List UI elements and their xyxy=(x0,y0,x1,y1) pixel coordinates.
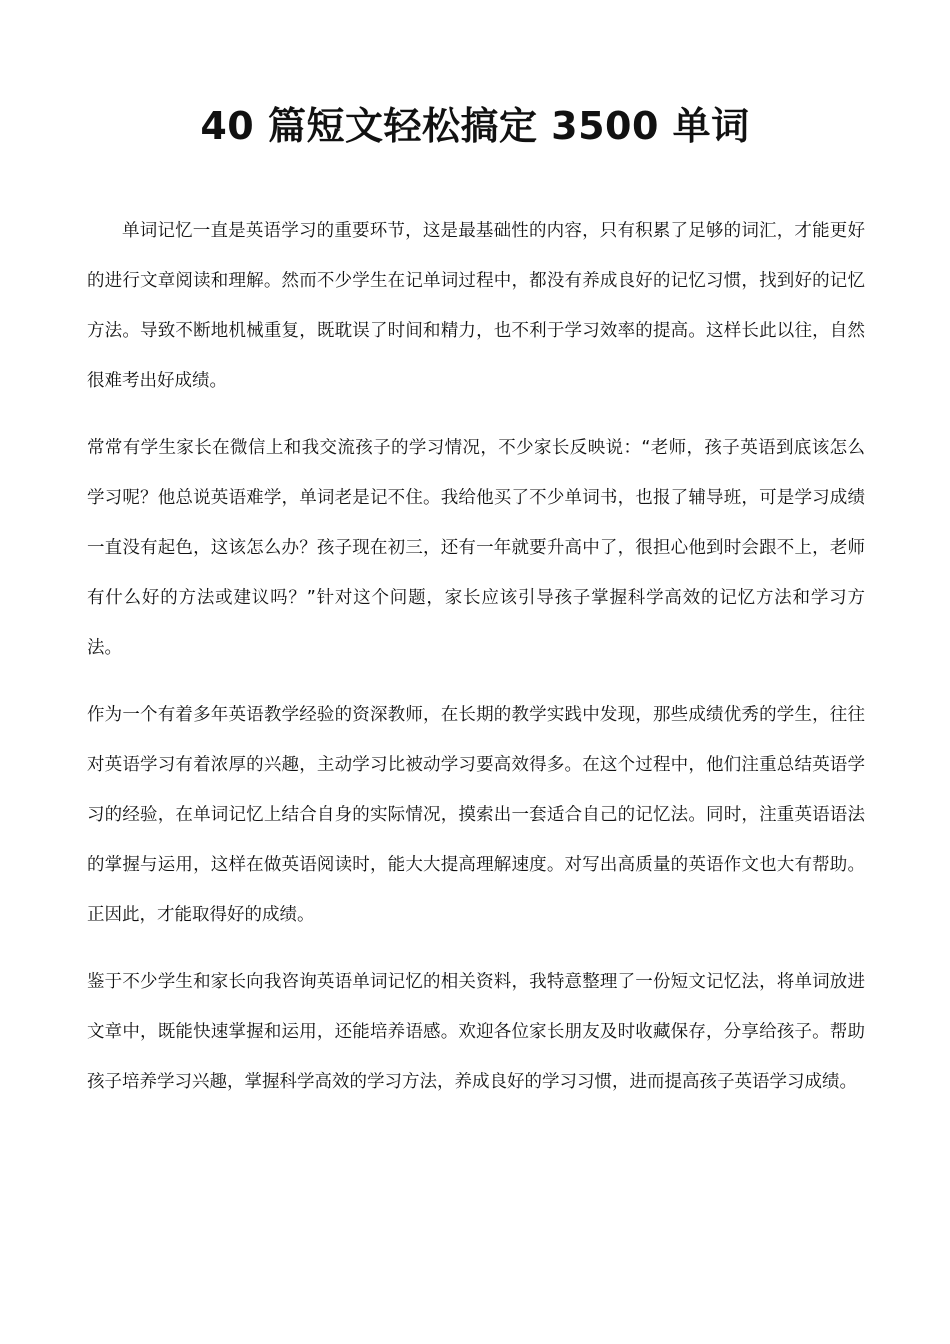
document-title: 40 篇短文轻松搞定 3500 单词 xyxy=(200,104,750,148)
paragraph-parent-feedback: 常常有学生家长在微信上和我交流孩子的学习情况，不少家长反映说：“老师，孩子英语到底该怎么学习呢？他总说英语难学，单词老是记不住。我给他买了不少单词书，也报了辅导班，可是学习成绩一直没有起色，这该怎么办？孩子现在初三，还有一年就要升高中了，很担心他到时会跟不上，老师有什么好的方法或建议吗？”针对这个问题，家长应该引导孩子掌握科学高效的记忆方法和学习方法。 xyxy=(87,438,865,658)
document-body xyxy=(87,206,865,1107)
paragraph-conclusion: 鉴于不少学生和家长向我咨询英语单词记忆的相关资料，我特意整理了一份短文记忆法，将单词放进文章中，既能快速掌握和运用，还能培养语感。欢迎各位家长朋友及时收藏保存，分享给孩子。帮助孩子培养学习兴趣，掌握科学高效的学习方法，养成良好的学习习惯，进而提高孩子英语学习成绩。 xyxy=(87,972,865,1092)
paragraph-intro: 单词记忆一直是英语学习的重要环节，这是最基础性的内容，只有积累了足够的词汇，才能更好的进行文章阅读和理解。然而不少学生在记单词过程中，都没有养成良好的记忆习惯，找到好的记忆方法。导致不断地机械重复，既耽误了时间和精力，也不利于学习效率的提高。这样长此以往，自然很难考出好成绩。 xyxy=(87,221,865,391)
paragraph-teacher-experience: 作为一个有着多年英语教学经验的资深教师，在长期的教学实践中发现，那些成绩优秀的学生，往往对英语学习有着浓厚的兴趣，主动学习比被动学习要高效得多。在这个过程中，他们注重总结英语学习的经验，在单词记忆上结合自身的实际情况，摸索出一套适合自己的记忆法。同时，注重英语语法的掌握与运用，这样在做英语阅读时，能大大提高理解速度。对写出高质量的英语作文也大有帮助。正因此，才能取得好的成绩。 xyxy=(87,705,865,925)
